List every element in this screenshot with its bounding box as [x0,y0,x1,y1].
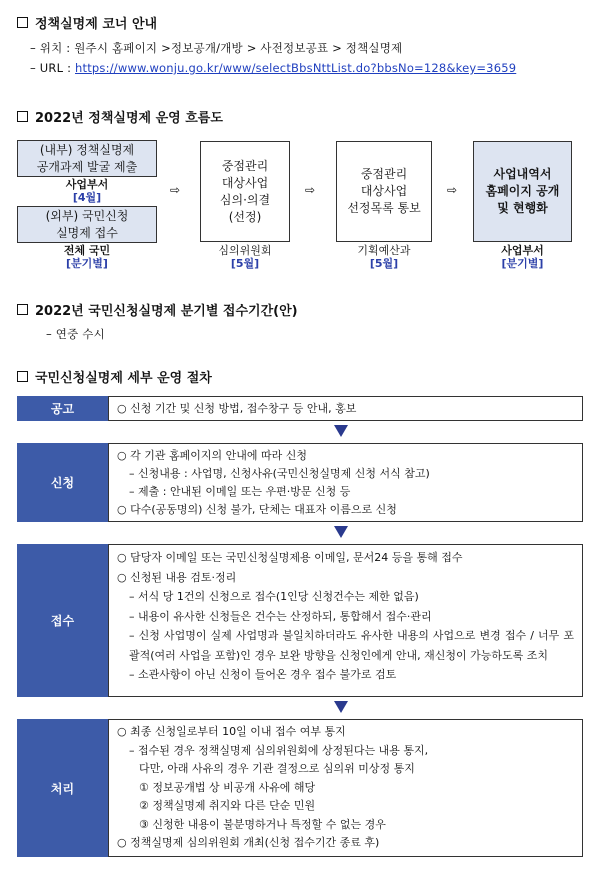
step-line: – 신청내용 : 사업명, 신청사유(국민신청실명제 신청 서식 참고) [129,467,430,480]
step-line: ○ 최종 신청일로부터 10일 이내 접수 여부 통지 [117,725,346,738]
step-line: ○ 담당자 이메일 또는 국민신청실명제용 이메일, 문서24 등을 통해 접수 [117,551,463,564]
flow-label-review [200,244,290,270]
down-arrow-icon [334,701,348,713]
url-line [30,61,516,75]
flow-box-notify [336,141,432,242]
flow-label-internal [17,178,157,204]
location-line: – 위치 : 원주시 홈페이지 >정보공개/개방 > 사전정보공표 > 정책실명제 [30,41,403,55]
flow-arrow-icon: ⇨ [447,183,458,197]
step-label-apply: 신청 [17,443,108,522]
step-content-notice [108,396,583,421]
step-line: ○ 신청된 내용 검토·정리 [117,570,237,584]
step-line: ○ 다수(공동명의) 신청 불가, 단체는 대표자 이름으로 신청 [117,503,397,516]
step-line: ① 정보공개법 상 비공개 사유에 해당 [139,780,316,794]
flow-label-owner: 전체 국민 [63,244,111,257]
step-line: ○ 신청 기간 및 신청 방법, 접수창구 등 안내, 홍보 [117,402,357,415]
flow-label-publish [473,244,572,270]
checkbox-square-icon [17,371,28,382]
flow-label-owner: 기획예산과 [357,244,411,257]
step-line: ③ 신청한 내용이 불분명하거나 특정할 수 없는 경우 [139,817,386,831]
step-line: – 내용이 유사한 신청들은 건수는 산정하되, 통합해서 접수·관리 [129,609,432,623]
flow-box-text: 중점관리 대상사업 선정목록 통보 [347,167,421,215]
flow-box-internal [17,140,157,177]
step-line: ○ 각 기관 홈페이지의 안내에 따라 신청 [117,449,307,462]
section-title: 2022년 국민신청실명제 분기별 접수기간(안) [35,304,298,319]
flow-label-when: [분기별] [501,257,544,270]
step-line: ② 정책실명제 취지와 다른 단순 민원 [139,799,316,812]
section-title: 2022년 정책실명제 운영 흐름도 [35,111,223,126]
flow-box-publish [473,141,572,242]
flow-label-when: [분기별] [66,257,108,270]
step-line: 다만, 아래 사유의 경우 기관 결정으로 심의위 미상정 통지 [139,762,415,775]
flow-label-external [17,244,157,270]
down-arrow-icon [334,425,348,437]
section-heading-flow [17,107,223,126]
checkbox-square-icon [17,111,28,122]
section-title: 국민신청실명제 세부 운영 절차 [35,371,212,386]
flow-label-owner: 사업부서 [501,244,544,257]
step-content-receive [108,544,583,697]
flow-box-text: (내부) 정책실명제 공개과제 발굴 제출 [36,142,138,174]
flow-arrow-icon: ⇨ [170,183,181,197]
section-title: 정책실명제 코너 안내 [35,17,158,32]
step-line: ○ 정책실명제 심의위원회 개최(신청 접수기간 종료 후) [117,836,380,849]
url-link[interactable]: https://www.wonju.go.kr/www/selectBbsNttList.do?bbsNo=128&key=3659 [75,61,517,75]
url-prefix: – URL : [30,61,76,75]
checkbox-square-icon [17,17,28,28]
section-heading-period [17,300,298,319]
step-line: – 신청 사업명이 실제 사업명과 불일치하더라도 유사한 내용의 사업으로 변경 접수 / 너무 포괄적(여러 사업을 포함)인 경우 보완 방향을 신청인에게 안내, 재신청이 가능하도록 조치 [129,629,574,662]
down-arrow-icon [334,526,348,538]
flow-box-text: (외부) 국민신청 실명제 접수 [45,208,129,240]
flow-label-owner: 심의위원회 [218,244,272,257]
flow-box-external [17,206,157,243]
step-content-process [108,719,583,857]
step-label-process: 처리 [17,719,108,857]
step-line: – 제출 : 안내된 이메일 또는 우편·방문 신청 등 [129,485,351,498]
step-line: – 접수된 경우 정책실명제 심의위원회에 상정된다는 내용 통지, [129,743,429,757]
step-content-apply [108,443,583,522]
flow-box-text: 사업내역서 홈페이지 공개 및 현행화 [485,167,560,215]
checkbox-square-icon [17,304,28,315]
step-label-receive: 접수 [17,544,108,697]
flow-label-when: [5월] [230,257,260,270]
section-heading-procedure [17,367,212,386]
flow-label-when: [4월] [72,191,102,204]
period-line: – 연중 수시 [46,327,105,341]
flow-label-when: [5월] [369,257,399,270]
step-line: – 서식 당 1건의 신청으로 접수(1인당 신청건수는 제한 없음) [129,590,419,603]
flow-label-notify [336,244,432,270]
flow-box-text: 중점관리 대상사업 심의·의결 (선정) [219,158,271,224]
flow-label-owner: 사업부서 [65,178,109,191]
section-heading-corner [17,13,157,32]
flow-box-review [200,141,290,242]
step-label-notice: 공고 [17,396,108,421]
flow-arrow-icon: ⇨ [305,183,316,197]
step-line: – 소관사항이 아닌 신청이 들어온 경우 접수 불가로 검토 [129,668,397,681]
